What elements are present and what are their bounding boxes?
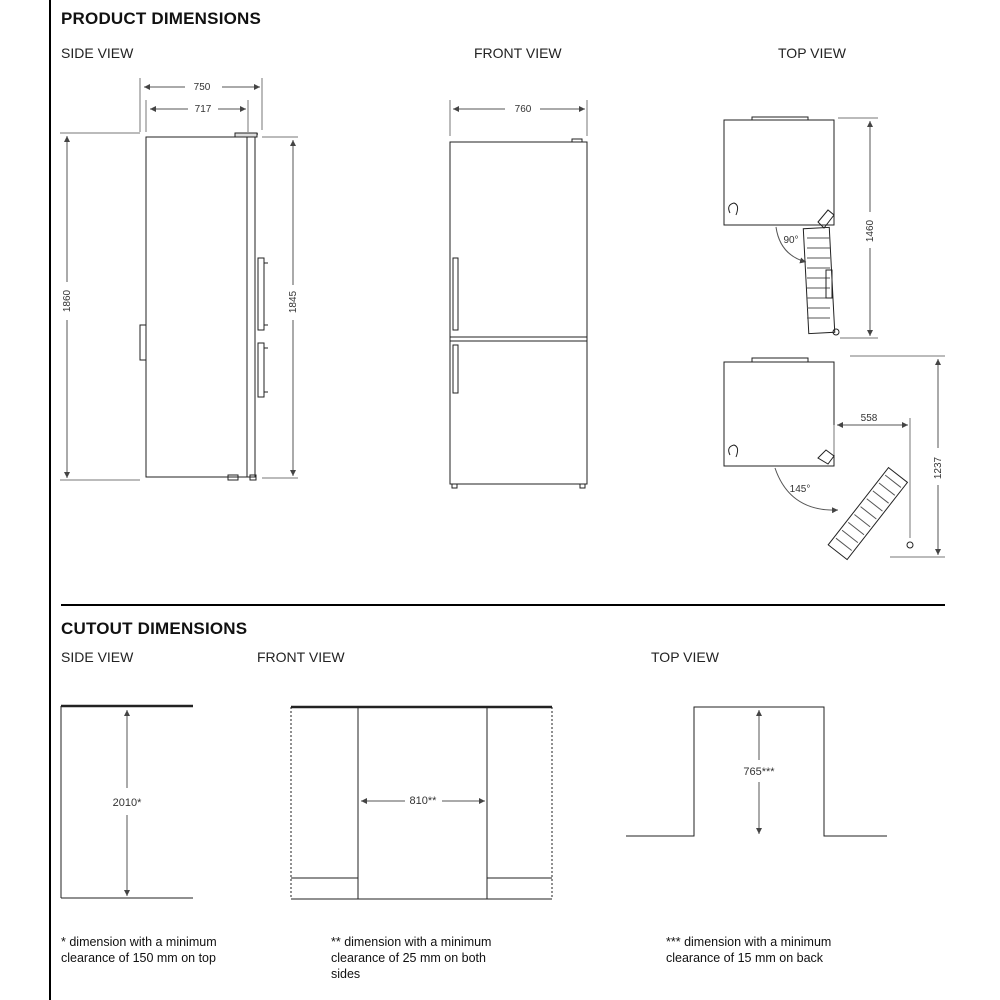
cutout-front-view-label: FRONT VIEW [257, 649, 345, 665]
top145-body-outline [724, 362, 834, 466]
product-side-view-label: SIDE VIEW [61, 45, 134, 61]
dim-side-body-height: 1845 [288, 290, 299, 314]
product-dimensions-title: PRODUCT DIMENSIONS [61, 9, 262, 28]
side-door-outline [247, 137, 255, 477]
cutout-side-note: * dimension with a minimum clearance of 150 mm on top [61, 935, 217, 965]
dim-top-depth-90: 1460 [865, 219, 876, 243]
angle-top-145: 145° [789, 484, 811, 495]
side-back-compressor [140, 325, 146, 360]
dim-side-total-depth: 750 [193, 82, 211, 93]
top90-body-outline [724, 120, 834, 225]
dim-cutout-depth: 765*** [743, 766, 775, 778]
dim-cutout-width: 810** [409, 795, 437, 807]
product-front-view-drawing [450, 100, 587, 488]
dim-cutout-height: 2010* [112, 797, 142, 809]
side-lower-handle [258, 343, 264, 397]
cutout-top-view-label: TOP VIEW [651, 649, 719, 665]
front-lower-handle [453, 345, 458, 393]
product-side-view-drawing [60, 78, 298, 480]
front-upper-handle [453, 258, 458, 330]
front-body-outline [450, 142, 587, 484]
dim-top-depth-145: 1237 [933, 456, 944, 480]
product-front-view-label: FRONT VIEW [474, 45, 562, 61]
top145-door [828, 468, 907, 560]
cutout-top-note: *** dimension with a minimum clearance of 15 mm on back [666, 935, 832, 965]
cutout-dimensions-title: CUTOUT DIMENSIONS [61, 619, 248, 638]
dim-side-body-depth: 717 [194, 104, 212, 115]
angle-top-90: 90° [783, 235, 799, 246]
product-top-view-label: TOP VIEW [778, 45, 846, 61]
dim-front-width: 760 [514, 104, 532, 115]
dim-top-door-extension: 558 [860, 413, 878, 424]
cutout-side-view-label: SIDE VIEW [61, 649, 134, 665]
side-body-outline [146, 137, 247, 477]
side-upper-handle [258, 258, 264, 330]
product-top-view-145-drawing [724, 356, 945, 560]
front-left-foot [452, 484, 457, 488]
cutout-front-note: ** dimension with a minimum clearance of 25 mm on both sides [331, 935, 492, 981]
dim-side-total-height: 1860 [62, 289, 73, 313]
top145-hinge [818, 450, 834, 464]
front-right-foot [580, 484, 585, 488]
product-top-view-90-drawing [724, 117, 878, 338]
